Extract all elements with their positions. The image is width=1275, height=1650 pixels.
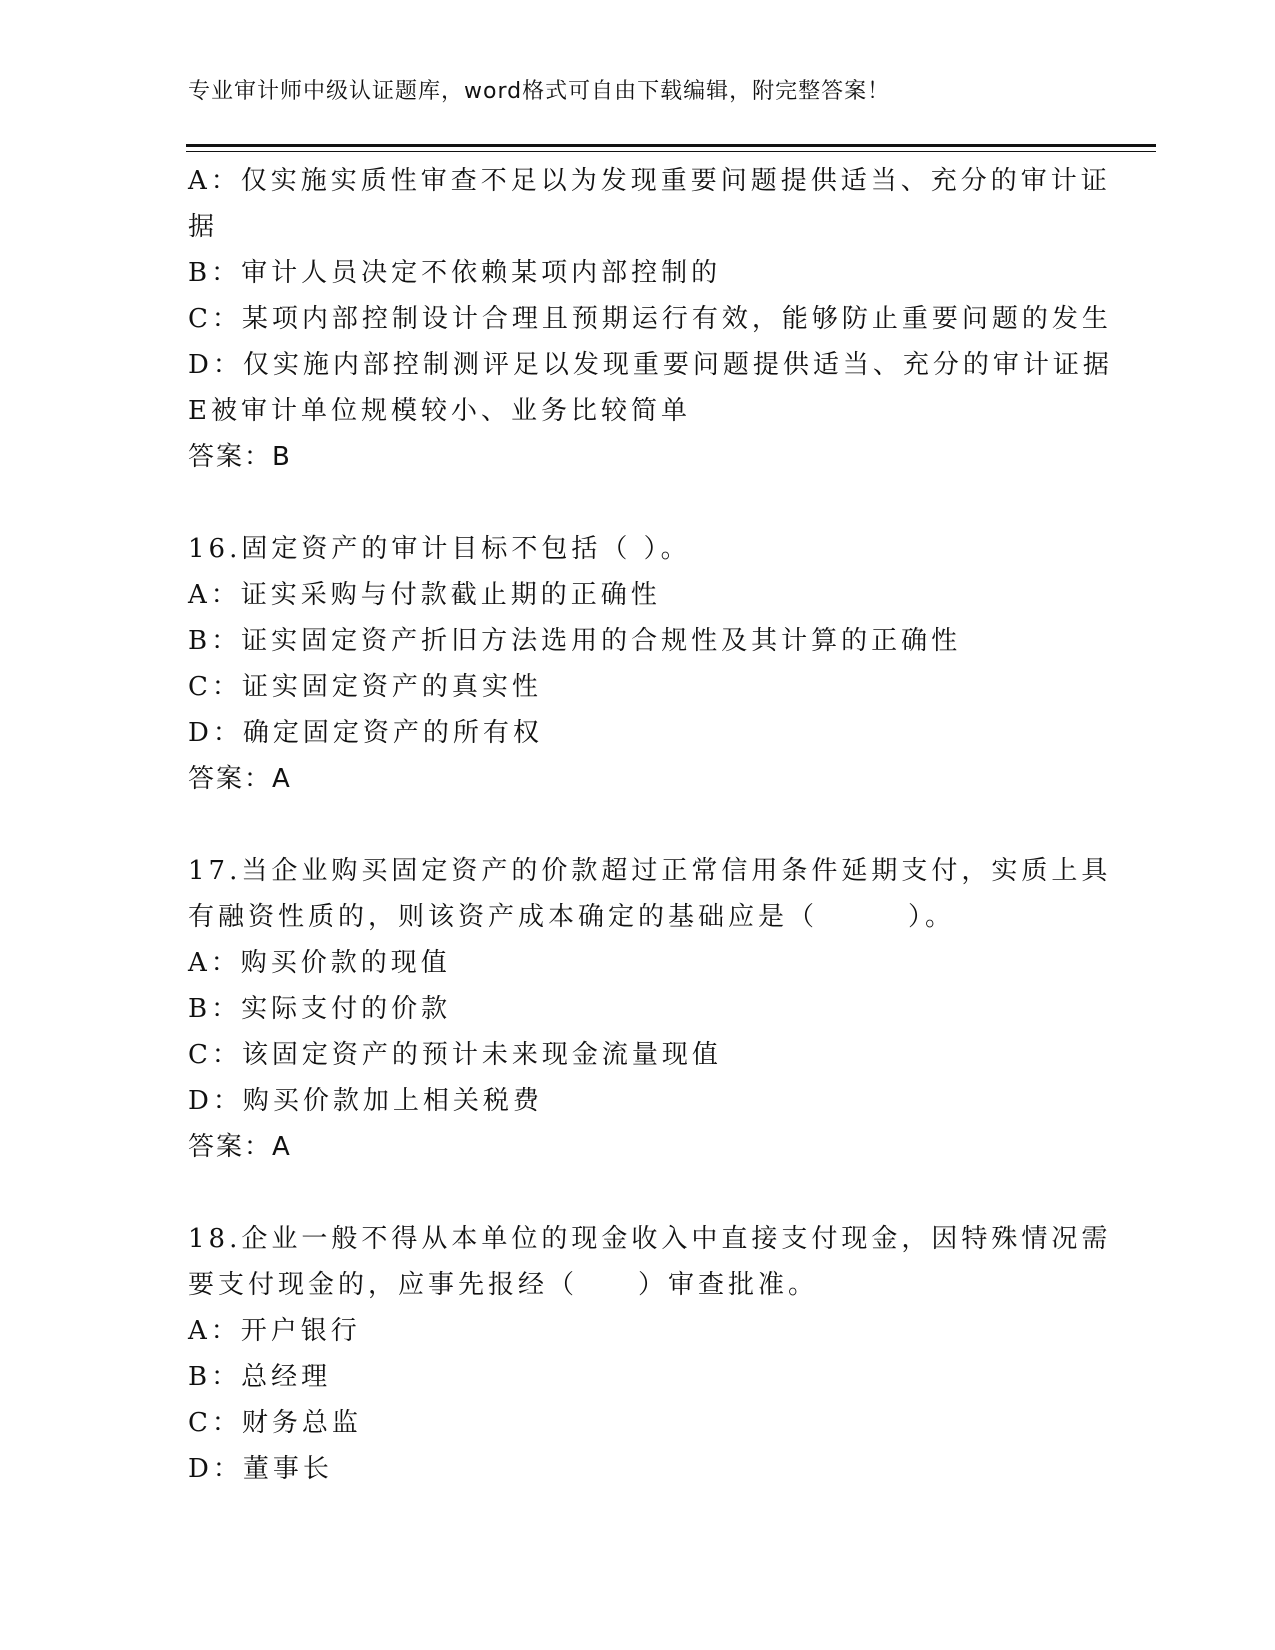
q17-option-b: B：实际支付的价款 [188, 994, 452, 1024]
q17-option-c: C：该固定资产的预计未来现金流量现值 [188, 1040, 722, 1070]
q17-stem-line2: 有融资性质的，则该资产成本确定的基础应是（ ）。 [188, 902, 956, 932]
q15-option-b: B：审计人员决定不依赖某项内部控制的 [188, 258, 722, 288]
spacer [188, 480, 1088, 526]
spacer [188, 1170, 1088, 1216]
page-header: 专业审计师中级认证题库，word格式可自由下载编辑，附完整答案！ [188, 79, 891, 104]
q16-stem: 16.固定资产的审计目标不包括（ ）。 [188, 534, 691, 564]
q15-option-c: C：某项内部控制设计合理且预期运行有效，能够防止重要问题的发生 [188, 304, 1112, 334]
q15-answer: 答案：B [188, 442, 292, 472]
q15-option-a-line1: A：仅实施实质性审查不足以为发现重要问题提供适当、充分的审计证 [188, 166, 1111, 196]
header-divider [186, 144, 1156, 147]
q15-option-e: E被审计单位规模较小、业务比较简单 [188, 396, 691, 426]
q18-option-c: C：财务总监 [188, 1408, 362, 1438]
q17-stem-line1: 17.当企业购买固定资产的价款超过正常信用条件延期支付，实质上具 [188, 856, 1112, 886]
q18-stem-line2: 要支付现金的，应事先报经（ ）审查批准。 [188, 1270, 819, 1300]
q18-option-d: D：董事长 [188, 1454, 333, 1484]
q16-option-b: B：证实固定资产折旧方法选用的合规性及其计算的正确性 [188, 626, 962, 656]
question-content [188, 158, 1113, 1492]
q18-option-b: B：总经理 [188, 1362, 332, 1392]
q16-option-d: D：确定固定资产的所有权 [188, 718, 543, 748]
q16-option-a: A：证实采购与付款截止期的正确性 [188, 580, 661, 610]
q17-option-d: D：购买价款加上相关税费 [188, 1086, 543, 1116]
q15-option-a-line2: 据 [188, 212, 219, 242]
q18-option-a: A：开户银行 [188, 1316, 361, 1346]
q18-stem-line1: 18.企业一般不得从本单位的现金收入中直接支付现金，因特殊情况需 [188, 1224, 1112, 1254]
q16-option-c: C：证实固定资产的真实性 [188, 672, 542, 702]
q16-answer: 答案：A [188, 764, 292, 794]
q15-option-d: D：仅实施内部控制测评足以发现重要问题提供适当、充分的审计证据 [188, 350, 1113, 380]
q17-option-a: A：购买价款的现值 [188, 948, 451, 978]
spacer [188, 802, 1088, 848]
q17-answer: 答案：A [188, 1132, 292, 1162]
